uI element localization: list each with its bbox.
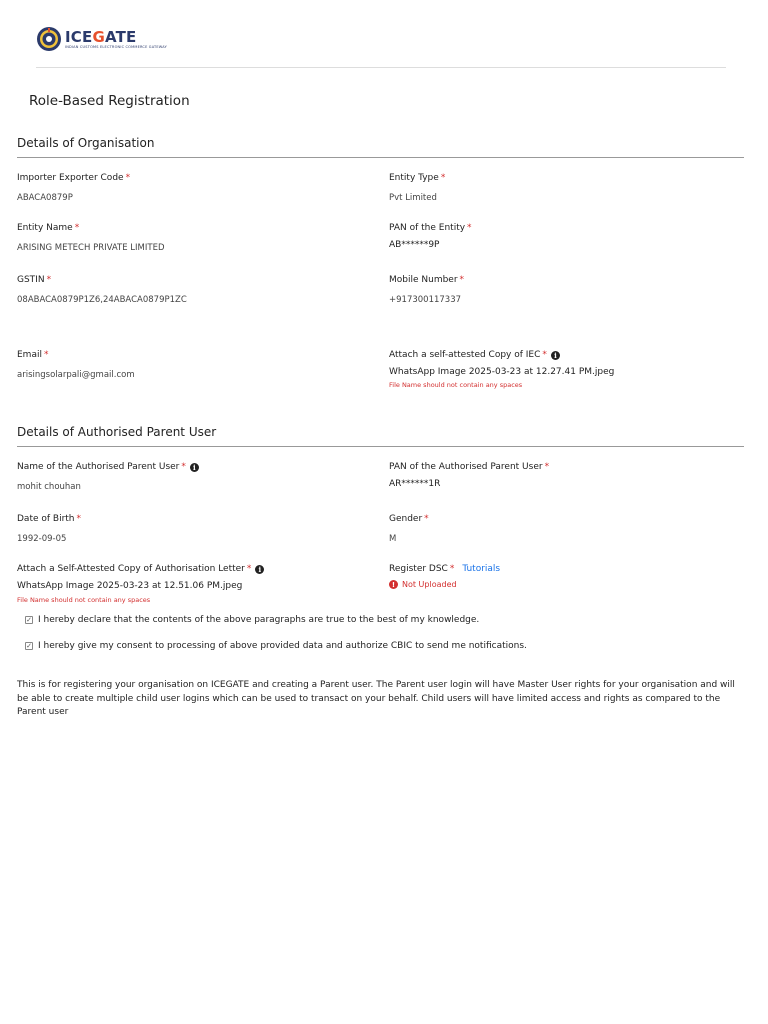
logo-subtitle: INDIAN CUSTOMS ELECTRONIC COMMERCE GATEWAY [65, 44, 167, 49]
entity-pan-value: AB******9P [389, 240, 440, 250]
entity-name-value: ARISING METECH PRIVATE LIMITED [17, 243, 165, 253]
header [36, 22, 726, 68]
parent-name-label: Name of the Authorised Parent User * i [17, 462, 199, 472]
required-asterisk: * [125, 173, 131, 183]
page-title: Role-Based Registration [29, 93, 190, 109]
dsc-status [389, 580, 457, 589]
parent-pan-value: AR******1R [389, 479, 441, 489]
declaration-row-2 [25, 641, 527, 651]
required-asterisk: * [449, 564, 455, 574]
iec-copy-label: Attach a self-attested Copy of IEC * i [389, 350, 560, 360]
declaration-checkbox-2[interactable]: ✓ [26, 642, 32, 650]
gender-label: Gender * [389, 514, 429, 524]
logo-wordmark: ICEGATE [65, 27, 137, 46]
section-title-parent-user: Details of Authorised Parent User [17, 425, 217, 439]
dob-value: 1992-09-05 [17, 534, 67, 544]
email-value: arisingsolarpali@gmail.com [17, 370, 135, 380]
required-asterisk: * [76, 514, 82, 524]
registration-info-text: This is for registering your organisation on ICEGATE and creating a Parent user. The Parent user login will have Master User rights for your organisation and will be able to create multiple child user logins which can be used to transact on your behalf. Child users will have limited access and rights as compared to the Parent user [17, 680, 735, 717]
customs-emblem-icon [36, 26, 62, 52]
required-asterisk: * [459, 275, 465, 285]
info-icon[interactable]: i [255, 565, 264, 574]
declaration-text-1: I hereby declare that the contents of the above paragraphs are true to the best of my knowledge. [38, 615, 480, 625]
entity-name-label: Entity Name * [17, 223, 80, 233]
declaration-row-1 [25, 615, 479, 625]
mobile-label: Mobile Number * [389, 275, 465, 285]
info-icon[interactable]: i [551, 351, 560, 360]
logo-text [65, 29, 167, 50]
entity-type-value: Pvt Limited [389, 193, 437, 203]
entity-type-label: Entity Type * [389, 173, 446, 183]
gstin-label: GSTIN * [17, 275, 52, 285]
info-icon[interactable]: i [190, 463, 199, 472]
dob-label: Date of Birth * [17, 514, 82, 524]
required-asterisk: * [43, 350, 49, 360]
dsc-label: Register DSC * Tutorials [389, 564, 501, 574]
auth-letter-error: File Name should not contain any spaces [17, 596, 151, 604]
iec-copy-error: File Name should not contain any spaces [389, 381, 523, 389]
entity-pan-label: PAN of the Entity * [389, 223, 472, 233]
declaration-text-2: I hereby give my consent to processing of above provided data and authorize CBIC to send me notifications. [38, 641, 527, 651]
section-title-organisation: Details of Organisation [17, 136, 155, 150]
required-asterisk: * [424, 514, 429, 524]
required-asterisk: * [467, 223, 472, 233]
section-divider [17, 157, 744, 158]
auth-letter-label: Attach a Self-Attested Copy of Authorisation Letter * i [17, 564, 264, 574]
mobile-value: +917300117337 [389, 295, 462, 305]
icegate-logo[interactable] [36, 26, 167, 52]
required-asterisk: * [246, 564, 252, 574]
tutorials-link[interactable]: Tutorials [462, 564, 501, 574]
section-divider [17, 446, 744, 447]
auth-letter-file[interactable]: WhatsApp Image 2025-03-23 at 12.51.06 PM.jpeg [17, 581, 243, 591]
iec-label: Importer Exporter Code * [17, 173, 131, 183]
required-asterisk: * [181, 462, 186, 472]
required-asterisk: * [542, 350, 547, 360]
gstin-value: 08ABACA0879P1Z6,24ABACA0879P1ZC [17, 295, 187, 305]
dsc-status-text: Not Uploaded [402, 580, 457, 589]
required-asterisk: * [544, 462, 550, 472]
required-asterisk: * [74, 223, 80, 233]
declaration-checkbox-1[interactable]: ✓ [26, 616, 32, 624]
email-label: Email * [17, 350, 49, 360]
required-asterisk: * [46, 275, 52, 285]
gender-value: M [389, 534, 397, 544]
required-asterisk: * [440, 173, 446, 183]
iec-copy-file[interactable]: WhatsApp Image 2025-03-23 at 12.27.41 PM.jpeg [389, 367, 615, 377]
iec-value: ABACA0879P [17, 193, 73, 203]
parent-name-value: mohit chouhan [17, 482, 81, 492]
alert-icon: ! [389, 580, 398, 589]
parent-pan-label: PAN of the Authorised Parent User * [389, 462, 550, 472]
